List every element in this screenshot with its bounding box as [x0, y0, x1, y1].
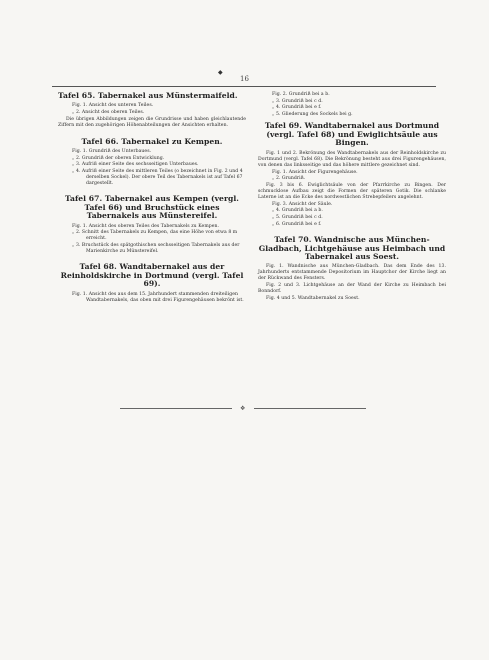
caption-line: „ 5. Grundriß bei c d. — [272, 214, 323, 220]
caption-line: Fig. 1. Ansicht des aus dem 15. Jahrhundert stammenden dreiteiligen Wandtabernakels, das oben mit drei Figurengehäusen bekrönt ist. — [72, 291, 244, 303]
divider-line-left — [120, 408, 232, 409]
heading-tafel-67: Tafel 67. Tabernakel aus Kempen (vergl. Tafel 66) und Bruchstück eines Tabernakels aus Münstereifel. — [65, 194, 239, 221]
body-paragraph: Fig. 4 und 5. Wandtabernakel zu Soest. — [266, 296, 360, 302]
heading-tafel-70: Tafel 70. Wandnische aus München-Gladbach, Lichtgehäuse aus Heimbach und Tabernakel aus Soest. — [258, 235, 446, 261]
caption-line: „ 4. Grundriß bei e f. — [272, 105, 322, 111]
divider-ornament-icon: ❖ — [240, 405, 246, 412]
caption-line: „ 2. Schnitt des Tabernakels zu Kempen, das eine Höhe von etwa 8 m erreicht. — [72, 230, 238, 242]
caption-line: Fig. 1. Ansicht des unteren Teiles. — [72, 103, 154, 109]
caption-line: „ 3. Aufriß einer Seite des sechsseitigen Unterbaues. — [72, 162, 199, 168]
caption-line: „ 2. Grundriß. — [272, 176, 306, 182]
header-rule — [52, 86, 436, 87]
page-number: 16 — [240, 75, 249, 83]
caption-line: Fig. 2. Grundriß bei a b. — [272, 92, 330, 97]
caption-line: Fig. 1. Grundriß des Unterbaues. — [72, 149, 152, 154]
heading-tafel-65: Tafel 65. Tabernakel aus Münstermaifeld. — [58, 91, 238, 100]
heading-tafel-66: Tafel 66. Tabernakel zu Kempen. — [81, 136, 223, 146]
body-paragraph: Fig. 2 und 3. Lichtgehäuse an der Wand der Kirche zu Heimbach bei Bonndorf. — [258, 283, 446, 295]
right-column — [258, 92, 446, 303]
caption-line: Fig. 1. Ansicht der Figurengehäuse. — [272, 169, 358, 175]
caption-line: „ 5. Gliederung des Sockels bei g. — [272, 111, 353, 117]
heading-tafel-68: Tafel 68. Wandtabernakel aus der Reinholdskirche in Dortmund (vergl. Tafel 69). — [60, 262, 244, 289]
caption-line: Fig. 1. Ansicht des oberen Teiles des Tabernakels zu Kempen. — [72, 223, 219, 229]
left-column — [58, 92, 246, 304]
caption-line: „ 2. Grundriß der oberen Entwicklung. — [72, 155, 165, 161]
caption-line: „ 3. Bruchstück des spätgothischen sechsseitigen Tabernakels aus der Marienkirche zu Münstereifel. — [72, 242, 240, 254]
body-paragraph: Fig. 3 bis 6. Ewiglichtsäule von der Pfarrkirche zu Bingen. Der schmucklose Aufbau zeigt die Formen der späteren Gotik. Die schlanke Laterne ist an die Ecke des nordwestlichen Strebepfeilers angelehnt. — [258, 182, 446, 200]
caption-line: „ 3. Grundriß bei c d. — [272, 98, 323, 104]
body-paragraph: Fig. 1 und 2. Bekrönung des Wandtabernakels aus der Reinholdskirche zu Dortmund (vergl. Tafel 68). Die Bekrönung besteht aus drei Figurengehäusen, von denen das linksseitige und das höhere mittlere gezeichnet sind. — [258, 150, 446, 168]
caption-line: Fig. 3. Ansicht der Säule. — [272, 201, 333, 207]
divider-line-right — [254, 408, 366, 409]
caption-line: „ 4. Grundriß bei a b. — [272, 208, 323, 214]
ornament-icon: ◆ — [218, 69, 223, 76]
section-divider — [120, 405, 369, 411]
heading-tafel-69: Tafel 69. Wandtabernakel aus Dortmund (vergl. Tafel 68) und Ewiglichtsäule aus Bingen. — [264, 121, 440, 148]
caption-line: „ 6. Grundriß bei e f. — [272, 221, 322, 227]
caption-line: „ 2. Ansicht des oberen Teiles. — [72, 110, 145, 115]
body-paragraph: Die übrigen Abbildungen zeigen die Grundrisse und haben gleichlautende Ziffern mit den zugehörigen Höhenabteilungen der Ansichten erhalten. — [58, 116, 246, 128]
body-paragraph: Fig. 1. Wandnische aus München-Gladbach. Das dem Ende des 13. Jahrhunderts entstammende Depositorium im Hauptchor der Kirche liegt an der Rückwand des Fensters. — [258, 264, 446, 282]
caption-line: „ 4. Aufriß einer Seite des mittleren Teiles (o bezeichnet in Fig. 2 und 4 derselben Sockel). Der obere Teil des Tabernakels ist auf Tafel 67 dargestellt. — [72, 168, 243, 186]
